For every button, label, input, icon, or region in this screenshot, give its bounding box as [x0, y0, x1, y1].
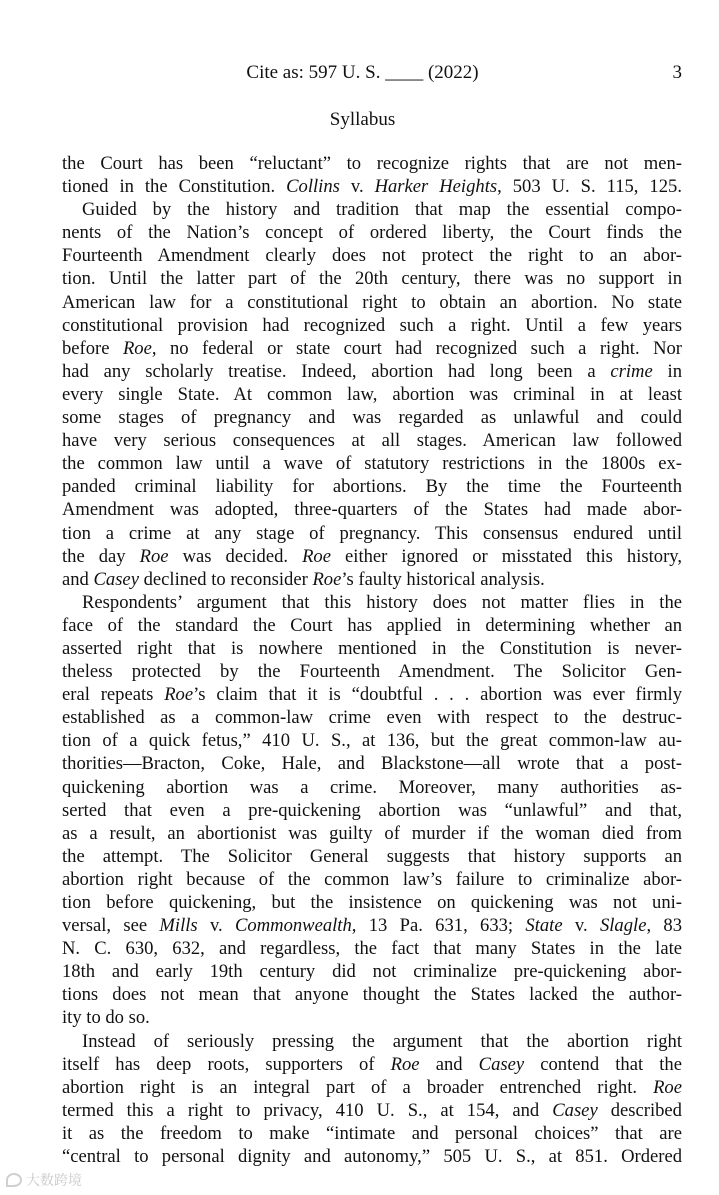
text-segment: before	[62, 337, 123, 359]
text-segment: and	[62, 568, 94, 590]
text-line	[62, 175, 682, 198]
text-line	[62, 522, 682, 545]
text-segment: tion of a quick fetus,” 410 U. S., at 136, but the great common-law au-	[62, 730, 682, 752]
text-line	[62, 799, 682, 822]
text-segment: tions does not mean that anyone thought the States lacked the author-	[62, 984, 682, 1006]
text-line	[62, 660, 682, 683]
text-line	[62, 452, 682, 475]
text-segment: v.	[197, 915, 236, 937]
text-segment: , 503 U. S. 115, 125.	[497, 176, 682, 198]
text-segment: versal, see	[62, 915, 160, 937]
text-line	[62, 568, 682, 591]
text-line	[62, 1030, 682, 1053]
text-line	[62, 291, 682, 314]
text-segment: some stages of pregnancy and was regarded as unlawful and could	[62, 407, 682, 429]
text-segment: , 13 Pa. 631, 633;	[351, 915, 526, 937]
text-line	[62, 637, 682, 660]
text-line	[62, 498, 682, 521]
italic-case-name: Casey	[93, 568, 139, 590]
text-segment: declined to reconsider	[138, 568, 313, 590]
text-segment: eral repeats	[62, 684, 165, 706]
text-segment: have very serious consequences at all stages. American law followed	[62, 430, 682, 452]
text-segment: tioned in the Constitution.	[62, 176, 287, 198]
italic-case-name: Roe	[139, 545, 169, 567]
text-segment: and	[419, 1053, 479, 1075]
text-segment: ’s claim that it is “doubtful . . . abortion was ever firmly	[193, 684, 683, 706]
text-line	[62, 1145, 682, 1168]
italic-case-name: Collins	[286, 176, 340, 198]
text-segment: quickening abortion was a crime. Moreover, many authorities as-	[62, 776, 682, 798]
text-line	[62, 267, 682, 290]
text-segment: in	[652, 360, 682, 382]
running-header-citation: Cite as: 597 U. S. ____ (2022)	[246, 62, 479, 83]
watermark-text: 大数跨境	[26, 1173, 82, 1189]
text-segment: , no federal or state court had recognized such a right. Nor	[151, 337, 682, 359]
text-segment: constitutional provision had recognized such a right. Until a few years	[62, 314, 682, 336]
paragraph	[62, 152, 682, 198]
text-line	[62, 776, 682, 799]
text-line	[62, 1006, 682, 1029]
text-segment: American law for a constitutional right to obtain an abortion. No state	[62, 291, 682, 313]
text-line	[62, 244, 682, 267]
italic-case-name: Casey	[552, 1099, 598, 1121]
italic-case-name: Slagle	[599, 915, 647, 937]
text-line	[62, 914, 682, 937]
text-line	[62, 1122, 682, 1145]
paragraph	[62, 198, 682, 591]
italic-case-name: Mills	[159, 915, 198, 937]
text-segment: thorities—Bracton, Coke, Hale, and Blackstone—all wrote that a post-	[62, 753, 682, 775]
text-line	[62, 475, 682, 498]
text-line	[62, 868, 682, 891]
text-segment: Respondents’ argument that this history does not matter flies in the	[82, 591, 682, 613]
text-line	[62, 152, 682, 175]
text-segment: established as a common-law crime even with respect to the destruc-	[62, 707, 682, 729]
text-line	[62, 429, 682, 452]
page-number: 3	[672, 62, 682, 83]
paragraph	[62, 1030, 682, 1169]
text-segment: , 83	[646, 915, 683, 937]
text-line	[62, 845, 682, 868]
text-line	[62, 221, 682, 244]
text-segment: tion before quickening, but the insistence on quickening was not uni-	[62, 892, 682, 913]
watermark-logo-icon	[6, 1173, 22, 1187]
text-segment: as a result, an abortionist was guilty of murder if the woman died from	[62, 822, 682, 844]
text-line	[62, 1076, 682, 1099]
text-line	[62, 729, 682, 752]
text-segment: ’s faulty historical analysis.	[341, 568, 545, 590]
text-line	[62, 706, 682, 729]
watermark	[6, 1170, 82, 1190]
text-segment: v.	[339, 176, 375, 198]
text-line	[62, 337, 682, 360]
text-line	[62, 406, 682, 429]
text-line	[62, 545, 682, 568]
text-line	[62, 614, 682, 637]
italic-case-name: Roe	[122, 337, 152, 359]
italic-case-name: State	[525, 915, 563, 937]
text-segment: Instead of seriously pressing the argument that the abortion right	[82, 1030, 682, 1052]
italic-case-name: Harker Heights	[374, 176, 498, 198]
text-segment: panded criminal liability for abortions. By the time the Fourteenth	[62, 476, 682, 498]
text-segment: every single State. At common law, abortion was criminal in at least	[62, 383, 682, 405]
text-line	[62, 591, 682, 614]
text-segment: was decided.	[168, 545, 303, 567]
text-line	[62, 960, 682, 983]
italic-case-name: Roe	[302, 545, 331, 567]
text-segment: it as the freedom to make “intimate and personal choices” that are	[62, 1122, 682, 1144]
text-segment: termed this a right to privacy, 410 U. S., at 154, and	[62, 1099, 553, 1121]
text-segment: tion a crime at any stage of pregnancy. This consensus endured until	[62, 522, 682, 544]
text-segment: the Court has been “reluctant” to recognize rights that are not men-	[62, 153, 682, 174]
text-segment: v.	[562, 915, 600, 937]
text-line	[62, 683, 682, 706]
text-line	[62, 383, 682, 406]
text-segment: abortion right is an integral part of a broader entrenched right.	[62, 1076, 654, 1098]
text-line	[62, 314, 682, 337]
italic-case-name: crime	[610, 360, 653, 382]
text-line	[62, 198, 682, 221]
text-segment: either ignored or misstated this history,	[330, 545, 683, 567]
text-line	[62, 891, 682, 914]
text-line	[62, 1053, 682, 1076]
text-segment: 18th and early 19th century did not criminalize pre-quickening abor-	[62, 961, 682, 983]
text-segment: “central to personal dignity and autonomy,” 505 U. S., at 851. Ordered	[62, 1146, 682, 1168]
text-segment: contend that the	[524, 1053, 682, 1075]
section-heading: Syllabus	[329, 109, 396, 130]
text-line	[62, 752, 682, 775]
text-segment: Amendment was adopted, three-quarters of the States had made abor-	[62, 499, 682, 521]
italic-case-name: Commonwealth	[235, 915, 352, 937]
italic-case-name: Casey	[478, 1053, 525, 1075]
text-segment: Guided by the history and tradition that map the essential compo-	[82, 199, 682, 221]
text-segment: nents of the Nation’s concept of ordered liberty, the Court finds the	[62, 222, 682, 244]
text-segment: itself has deep roots, supporters of	[62, 1053, 391, 1075]
italic-case-name: Roe	[164, 684, 194, 706]
text-segment: asserted right that is nowhere mentioned in the Constitution is never-	[62, 637, 682, 659]
italic-case-name: Roe	[312, 568, 342, 590]
text-line	[62, 937, 682, 960]
syllabus-body	[62, 152, 682, 1168]
text-segment: theless protected by the Fourteenth Amendment. The Solicitor Gen-	[62, 661, 682, 683]
text-segment: Fourteenth Amendment clearly does not protect the right to an abor-	[62, 245, 682, 267]
text-segment: the day	[62, 545, 140, 567]
text-line	[62, 822, 682, 845]
text-segment: face of the standard the Court has applied in determining whether an	[62, 614, 682, 636]
text-segment: the attempt. The Solicitor General suggests that history supports an	[62, 845, 682, 867]
text-segment: described	[597, 1099, 682, 1121]
paragraph	[62, 591, 682, 1030]
text-segment: ity to do so.	[62, 1007, 150, 1029]
text-segment: tion. Until the latter part of the 20th century, there was no support in	[62, 268, 682, 290]
text-line	[62, 360, 682, 383]
text-segment: abortion right because of the common law’s failure to criminalize abor-	[62, 868, 682, 890]
text-segment: had any scholarly treatise. Indeed, abortion had long been a	[62, 360, 611, 382]
italic-case-name: Roe	[390, 1053, 420, 1075]
text-line	[62, 1099, 682, 1122]
text-segment: serted that even a pre-quickening abortion was “unlawful” and that,	[62, 799, 682, 821]
text-line	[62, 983, 682, 1006]
italic-case-name: Roe	[653, 1076, 682, 1098]
text-segment: N. C. 630, 632, and regardless, the fact that many States in the late	[62, 938, 682, 960]
text-segment: the common law until a wave of statutory restrictions in the 1800s ex-	[62, 453, 682, 475]
